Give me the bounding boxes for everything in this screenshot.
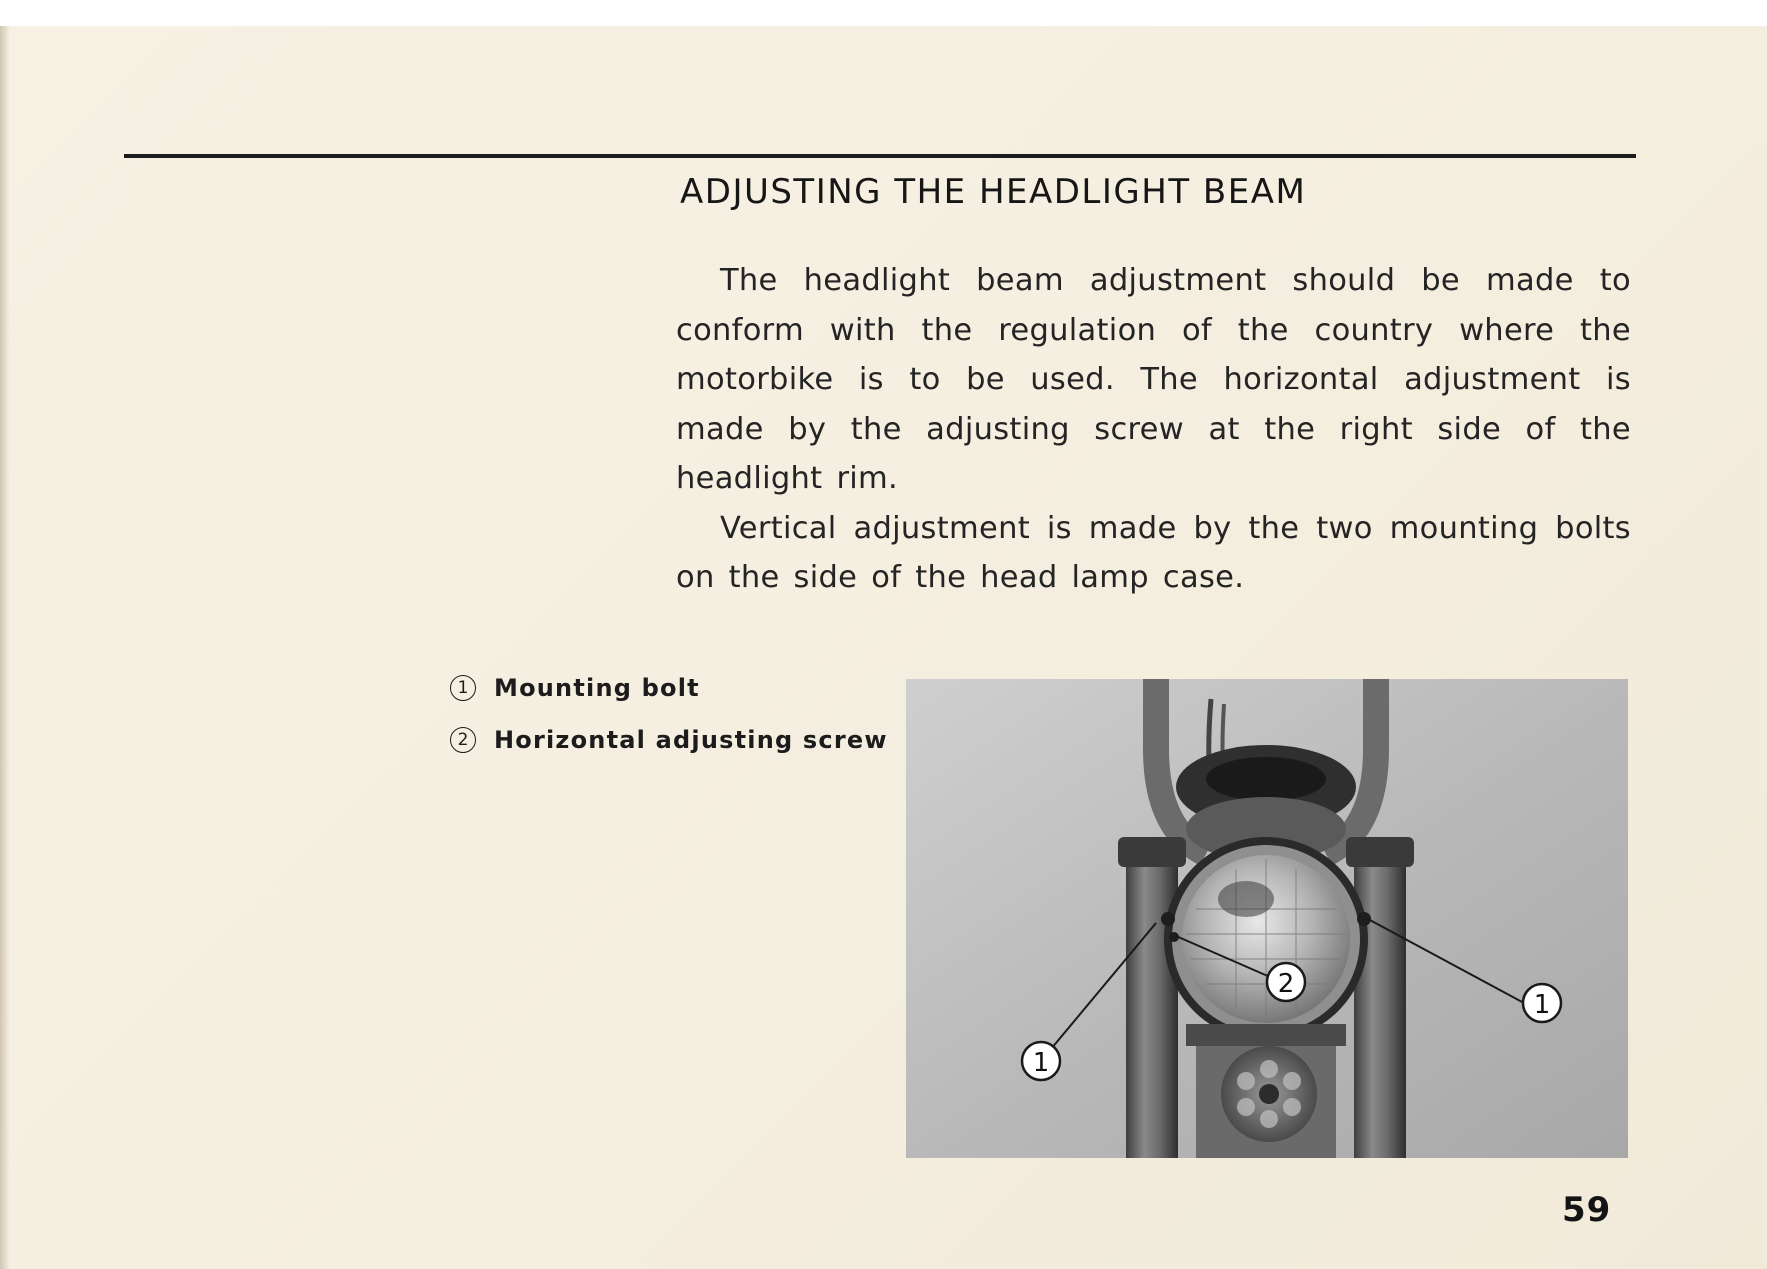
- paragraph-1: The headlight beam adjustment should be made to conform with the regulation of the country where the motorbike is to be used. The horizontal adjustment is made by the adjusting screw at the right side of the headlight rim.: [676, 263, 1631, 496]
- figure-legend: [450, 662, 888, 766]
- fork-top-left: [1118, 837, 1186, 867]
- body-text: [676, 256, 1631, 603]
- legend-label-1: Mounting bolt: [494, 674, 700, 702]
- fork-tube-left: [1126, 849, 1178, 1158]
- mounting-bolt-left: [1161, 912, 1175, 926]
- lower-bracket: [1186, 1024, 1346, 1046]
- callout-number-center: 2: [1277, 969, 1295, 999]
- legend-number-1: 1: [450, 675, 476, 701]
- legend-item-mounting-bolt: [450, 662, 888, 714]
- callout-number-left: 1: [1032, 1048, 1050, 1078]
- headlight-photo: [906, 679, 1628, 1158]
- fork-tube-right: [1354, 849, 1406, 1158]
- paragraph-2: Vertical adjustment is made by the two mounting bolts on the side of the head lamp case.: [676, 510, 1631, 595]
- section-title: ADJUSTING THE HEADLIGHT BEAM: [680, 172, 1307, 212]
- top-rule: [124, 154, 1636, 158]
- page-number: 59: [1562, 1190, 1612, 1230]
- legend-label-2: Horizontal adjusting screw: [494, 726, 888, 754]
- legend-number-2: 2: [450, 727, 476, 753]
- fork-top-right: [1346, 837, 1414, 867]
- page-binding-edge: [0, 26, 10, 1269]
- callout-number-right: 1: [1533, 990, 1551, 1020]
- speedometer-window: [1206, 757, 1326, 801]
- lens-reflection: [1218, 881, 1274, 917]
- legend-item-adjusting-screw: [450, 714, 888, 766]
